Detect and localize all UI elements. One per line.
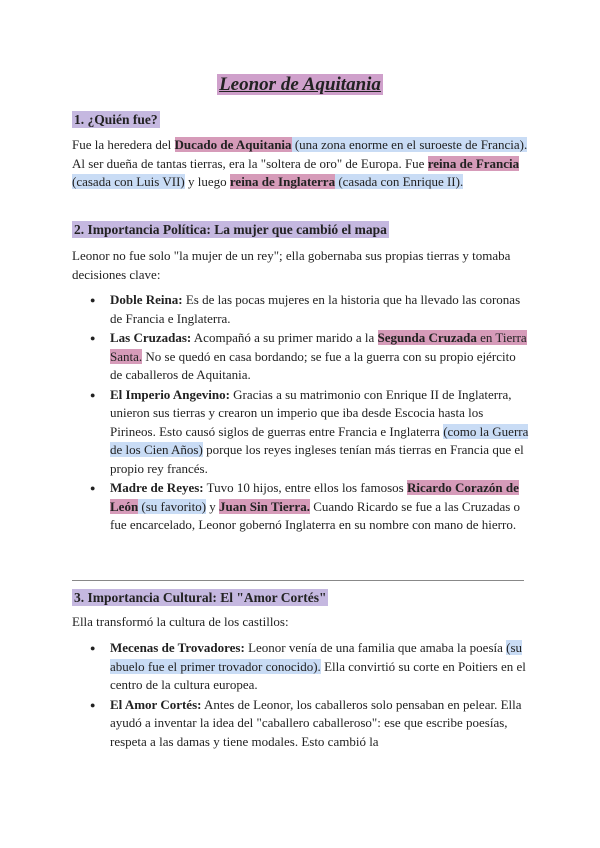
list-item: ● El Amor Cortés: Antes de Leonor, los caballeros solo pensaban en pelear. Ella ayudó a inventar la idea del "caballero caballeroso": ese que escribe poesías, respeta a las damas y tiene modales. Esto cambió la xyxy=(90,696,530,752)
section-3-list xyxy=(90,639,530,752)
section-2-list xyxy=(90,291,530,536)
section-3-intro: Ella transformó la cultura de los castillos: xyxy=(72,614,289,629)
list-item: ● Las Cruzadas: Acompañó a su primer marido a la Segunda Cruzada en Tierra Santa. No se quedó en casa bordando; se fue a la guerra con su propio ejército de caballeros de Aquitania. xyxy=(90,329,530,385)
list-item: ● Mecenas de Trovadores: Leonor venía de una familia que amaba la poesía (su abuelo fue el primer trovador conocido). Ella convirtió su corte en Poitiers en el centro de la cultura europea. xyxy=(90,639,530,695)
section-1-heading: 1. ¿Quién fue? xyxy=(74,112,158,127)
section-3-heading: 3. Importancia Cultural: El "Amor Cortés" xyxy=(74,590,327,605)
document-title: Leonor de Aquitania xyxy=(219,74,381,95)
section-2-heading: 2. Importancia Política: La mujer que cambió el mapa xyxy=(74,222,387,237)
section-1-paragraph: Fue la heredera del Ducado de Aquitania (una zona enorme en el suroeste de Francia). Al ser dueña de tantas tierras, era la "soltera de oro" de Europa. Fue reina de Francia (casada con Luis VII) y luego reina de Inglaterra (casada con Enrique II). xyxy=(72,137,528,189)
list-item: ● Madre de Reyes: Tuvo 10 hijos, entre ellos los famosos Ricardo Corazón de León (su favorito) y Juan Sin Tierra. Cuando Ricardo se fue a las Cruzadas o fue encarcelado, Leonor gobernó Inglaterra en su nombre con mano de hierro. xyxy=(90,479,530,535)
horizontal-divider xyxy=(72,580,524,581)
list-item: ● El Imperio Angevino: Gracias a su matrimonio con Enrique II de Inglaterra, unieron sus tierras y crearon un imperio que iba desde Escocia hasta los Pirineos. Esto causó siglos de guerras entre Francia e Inglaterra (como la Guerra de los Cien Años) porque los reyes ingleses tenían más tierras en Francia que el propio rey francés. xyxy=(90,386,530,479)
section-2-intro: Leonor no fue solo "la mujer de un rey"; ella gobernaba sus propias tierras y tomaba decisiones clave: xyxy=(72,248,511,282)
list-item: ● Doble Reina: Es de las pocas mujeres en la historia que ha llevado las coronas de Francia e Inglaterra. xyxy=(90,291,530,328)
